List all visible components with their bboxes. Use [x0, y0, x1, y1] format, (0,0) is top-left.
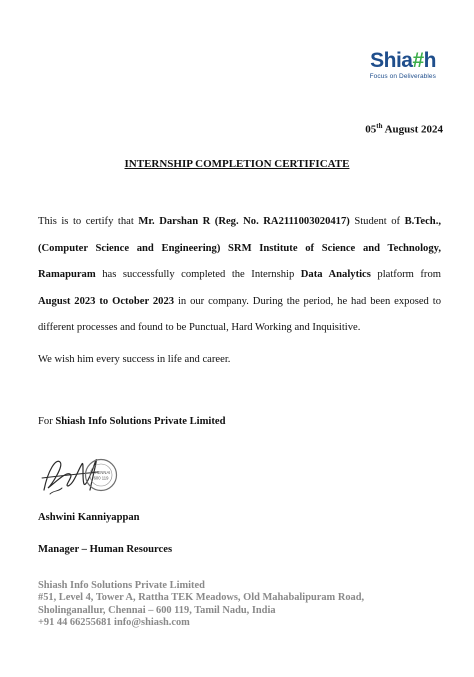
for-company-name: Shiash Info Solutions Private Limited [55, 416, 226, 427]
date-rest: August 2024 [382, 123, 443, 136]
internship-period: August 2023 to October 2023 [38, 295, 175, 307]
body-text-1: This is to certify that [38, 216, 139, 227]
footer-contact: +91 44 66255681 info@shiash.com [38, 617, 190, 629]
company-seal [84, 458, 118, 492]
logo-wordmark [316, 50, 436, 72]
date-day: 05 [365, 123, 377, 136]
for-company-line [38, 416, 226, 427]
footer-address-line2: Sholinganallur, Chennai – 600 119, Tamil Nadu, India [38, 604, 276, 616]
for-prefix: For [38, 416, 56, 427]
signatory-role: Manager – Human Resources [38, 544, 173, 555]
footer-address-line1: #51, Level 4, Tower A, Rattha TEK Meadows, Old Mahabalipuram Road, [38, 592, 365, 604]
logo-hash-mark: # [412, 49, 424, 72]
company-footer [38, 580, 364, 630]
certificate-body [38, 209, 441, 342]
intern-name: Mr. Darshan R (Reg. No. RA2111003020417) [138, 216, 350, 227]
seal-text-top: CHENNAI [91, 470, 111, 475]
body-text-2: Student of [349, 216, 405, 227]
date-suffix: th [376, 122, 383, 130]
body-text-4: platform from [370, 269, 441, 280]
certificate-title: INTERNSHIP COMPLETION CERTIFICATE [124, 158, 350, 170]
intern-degree: B.Tech., (Computer Science and Engineering) SRM Institute of Science and Technology, Ramapuram [38, 216, 441, 280]
logo-text-part2: h [423, 49, 436, 72]
seal-text-bottom: 600 119 [93, 475, 109, 481]
logo-tagline: Focus on Deliverables [369, 73, 436, 80]
certificate-date [365, 122, 443, 136]
company-logo [316, 50, 436, 80]
footer-company-name: Shiash Info Solutions Private Limited [38, 580, 205, 591]
body-text-5: in our company. During the period, he had been exposed to different processes and found to be Punctual, Hard Working and Inquisitive. [38, 295, 441, 333]
internship-domain: Data Analytics [300, 269, 371, 280]
logo-text-part1: Shia [370, 49, 413, 72]
closing-wish: We wish him every success in life and career. [38, 354, 231, 365]
body-text-3: has successfully completed the Internship [95, 269, 301, 280]
signatory-name: Ashwini Kanniyappan [38, 512, 140, 523]
